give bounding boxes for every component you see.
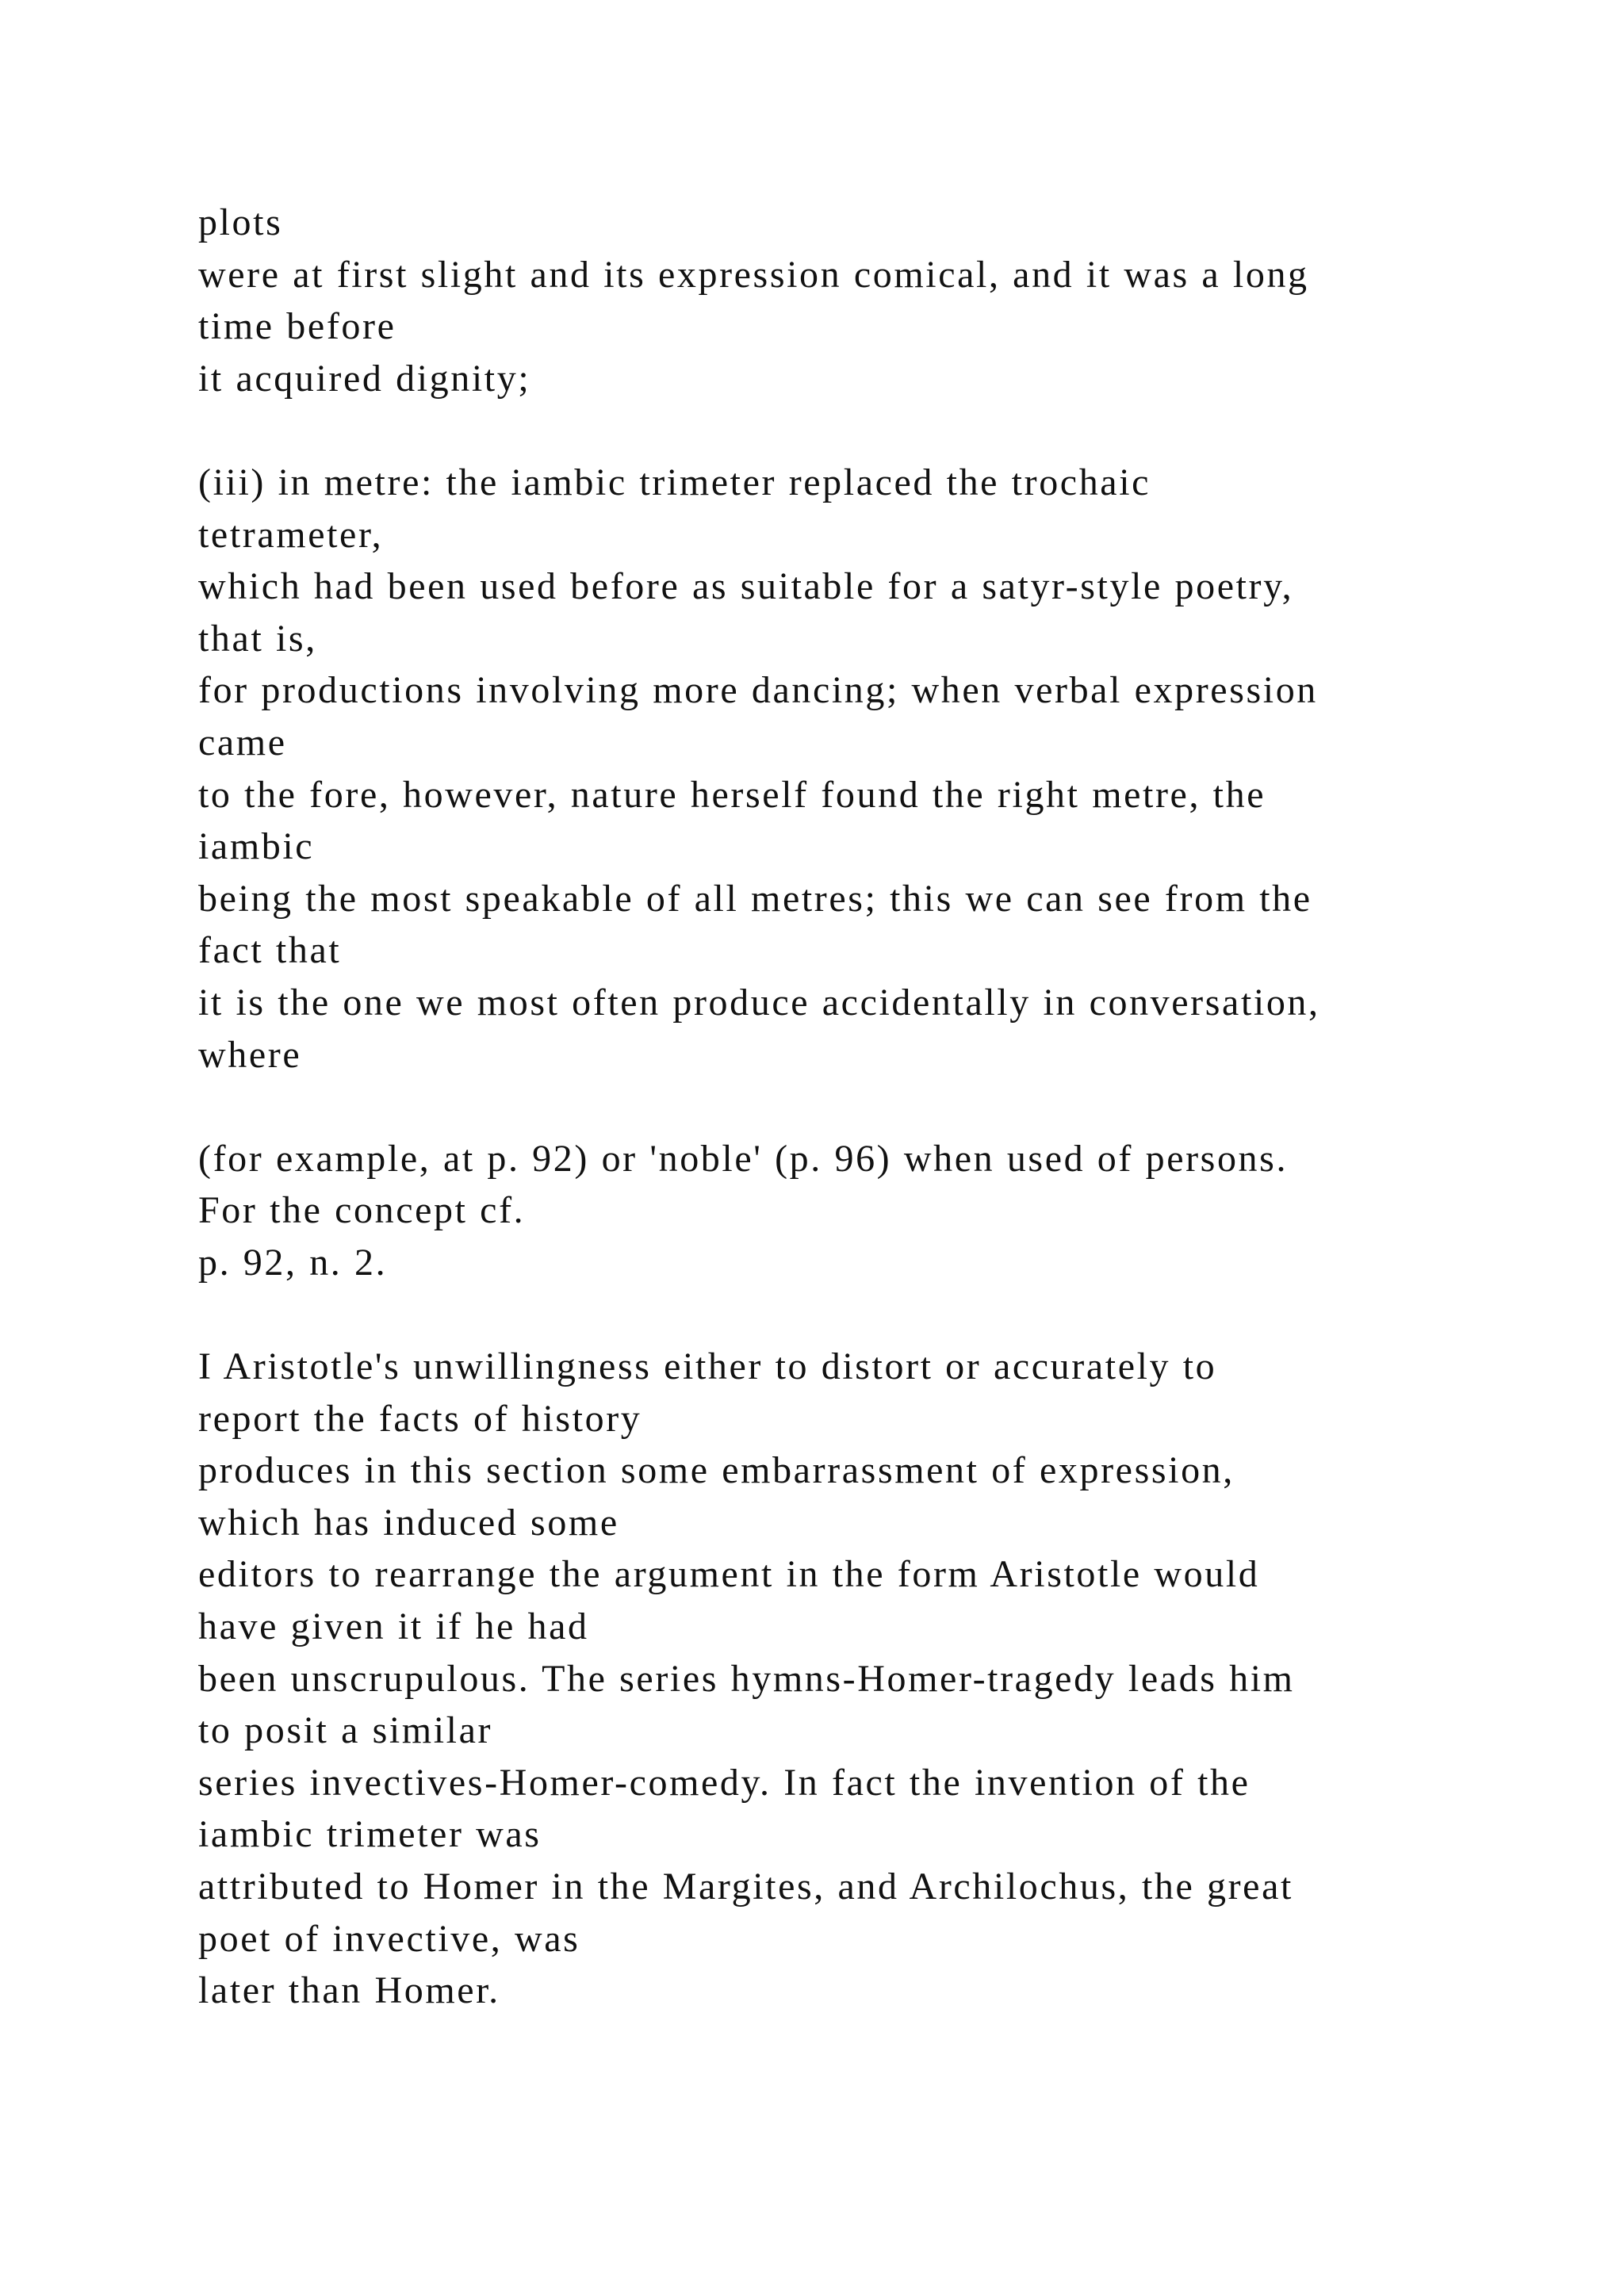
text-line: for productions involving more dancing; when verbal expression <box>198 669 1318 712</box>
document-body <box>198 197 1546 2017</box>
text-line: time before <box>198 305 396 348</box>
paragraph-footnote-noble <box>198 1133 1546 1289</box>
text-line: report the facts of history <box>198 1397 642 1440</box>
text-line: (iii) in metre: the iambic trimeter replaced the trochaic <box>198 461 1151 503</box>
text-line: poet of invective, was <box>198 1917 580 1960</box>
paragraph-gap <box>198 404 1546 457</box>
text-line: tetrameter, <box>198 513 384 556</box>
paragraph-comedy-dignity <box>198 197 1546 404</box>
paragraph-gap <box>198 1081 1546 1133</box>
text-line: it acquired dignity; <box>198 357 531 400</box>
text-line: been unscrupulous. The series hymns-Homer-tragedy leads him <box>198 1657 1295 1700</box>
paragraph-metre <box>198 457 1546 1081</box>
text-line: which has induced some <box>198 1501 619 1544</box>
text-line: series invectives-Homer-comedy. In fact the invention of the <box>198 1761 1251 1804</box>
text-line: where <box>198 1033 302 1076</box>
text-line: iambic trimeter was <box>198 1813 542 1856</box>
text-line: For the concept cf. <box>198 1189 526 1232</box>
text-line: attributed to Homer in the Margites, and Archilochus, the great <box>198 1866 1293 1908</box>
text-line: that is, <box>198 617 317 660</box>
text-line: which had been used before as suitable for a satyr-style poetry, <box>198 565 1294 608</box>
text-line: later than Homer. <box>198 1969 500 2012</box>
text-line: iambic <box>198 825 315 868</box>
text-line: came <box>198 721 287 763</box>
text-line: (for example, at p. 92) or 'noble' (p. 96) when used of persons. <box>198 1137 1289 1180</box>
text-line: fact that <box>198 929 342 972</box>
paragraph-gap <box>198 1288 1546 1341</box>
text-line: editors to rearrange the argument in the form Aristotle would <box>198 1553 1260 1596</box>
text-line: to posit a similar <box>198 1709 493 1752</box>
text-line: plots <box>198 201 283 243</box>
text-line: have given it if he had <box>198 1605 589 1648</box>
text-line: produces in this section some embarrassment of expression, <box>198 1449 1235 1492</box>
text-line: it is the one we most often produce accidentally in conversation, <box>198 981 1320 1024</box>
text-line: I Aristotle's unwillingness either to distort or accurately to <box>198 1345 1217 1388</box>
text-line: were at first slight and its expression comical, and it was a long <box>198 253 1309 296</box>
text-line: being the most speakable of all metres; this we can see from the <box>198 877 1312 920</box>
paragraph-footnote-aristotle <box>198 1341 1546 2017</box>
text-line: to the fore, however, nature herself found the right metre, the <box>198 773 1266 816</box>
text-line: p. 92, n. 2. <box>198 1241 388 1284</box>
